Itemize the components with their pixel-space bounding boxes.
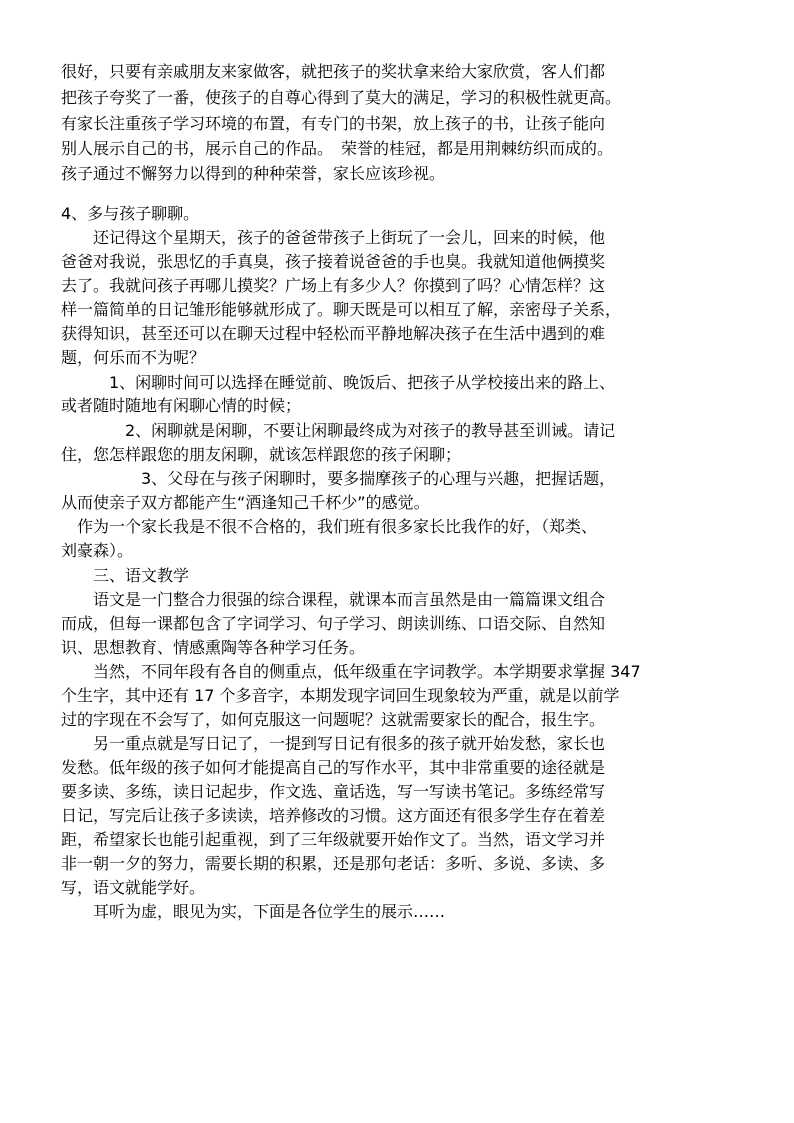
- text-line: 从而使亲子双方都能产生“酒逢知己千杯少”的感觉。: [61, 493, 430, 512]
- text-line: 别人展示自己的书，展示自己的作品。 荣誉的桂冠，都是用荆棘纺织而成的。: [61, 139, 614, 158]
- section-heading: 4、多与孩子聊聊。: [61, 204, 200, 223]
- text-line: 爸爸对我说，张思忆的手真臭，孩子接着说爸爸的手也臭。我就知道他俩摸奖: [61, 252, 606, 271]
- text-line: 作为一个家长我是不很不合格的，我们班有很多家长比我作的好，（郑类、: [61, 517, 598, 536]
- text-line: 耳听为虚，眼见为实，下面是各位学生的展示……: [61, 902, 446, 921]
- text-line: 个生字，其中还有 17 个多音字，本期发现字词回生现象较为严重，就是以前学: [61, 686, 620, 705]
- text-line: 另一重点就是写日记了，一提到写日记有很多的孩子就开始发愁，家长也: [61, 734, 606, 753]
- text-line: 写，语文就能学好。: [61, 878, 206, 897]
- text-line: 当然，不同年段有各自的侧重点，低年级重在字词教学。本学期要求掌握 347: [61, 662, 641, 681]
- text-line: 有家长注重孩子学习环境的布置，有专门的书架，放上孩子的书，让孩子能向: [61, 114, 606, 133]
- text-line: 把孩子夸奖了一番，使孩子的自尊心得到了莫大的满足，学习的积极性就更高。: [61, 88, 622, 107]
- text-line: 去了。我就问孩子再哪儿摸奖？广场上有多少人？你摸到了吗？心情怎样？这: [61, 276, 606, 295]
- text-line: 距，希望家长也能引起重视，到了三年级就要开始作文了。当然，语文学习并: [61, 830, 606, 849]
- text-line: 刘豪森）。: [61, 541, 134, 560]
- text-line: 要多读、多练，读日记起步，作文选、童话选，写一写读书笔记。多练经常写: [61, 782, 606, 801]
- text-line: 过的字现在不会写了，如何克服这一问题呢？这就需要家长的配合，报生字。: [61, 710, 606, 729]
- text-line: 样一篇简单的日记雏形能够就形成了。聊天既是可以相互了解，亲密母子关系，: [61, 300, 622, 319]
- text-line: 孩子通过不懈努力以得到的种种荣誉，家长应该珍视。: [61, 164, 446, 183]
- text-line: 还记得这个星期天，孩子的爸爸带孩子上街玩了一会儿，回来的时候，他: [61, 228, 606, 247]
- text-line: 非一朝一夕的努力，需要长期的积累，还是那句老话：多听、多说、多读、多: [61, 854, 606, 873]
- text-line: 识、思想教育、情感熏陶等各种学习任务。: [61, 638, 366, 657]
- list-item: 1、闲聊时间可以选择在睡觉前、晚饭后、把孩子从学校接出来的路上、: [61, 373, 616, 392]
- text-line: 语文是一门整合力很强的综合课程，就课本而言虽然是由一篇篇课文组合: [61, 590, 606, 609]
- list-item: 2、闲聊就是闲聊，不要让闲聊最终成为对孩子的教导甚至训诫。请记: [61, 421, 616, 440]
- section-heading: 三、语文教学: [61, 566, 190, 585]
- text-line: 住，您怎样跟您的朋友闲聊，就该怎样跟您的孩子闲聊；: [61, 445, 462, 464]
- text-line: 题，何乐而不为呢？: [61, 348, 206, 367]
- text-line: 或者随时随地有闲聊心情的时候；: [61, 396, 302, 415]
- text-line: 获得知识，甚至还可以在聊天过程中轻松而平静地解决孩子在生活中遇到的难: [61, 324, 606, 343]
- text-line: 发愁。低年级的孩子如何才能提高自己的写作水平，其中非常重要的途径就是: [61, 758, 606, 777]
- text-line: 很好，只要有亲戚朋友来家做客，就把孩子的奖状拿来给大家欣赏，客人们都: [61, 62, 606, 81]
- text-line: 日记，写完后让孩子多读读，培养修改的习惯。这方面还有很多学生存在着差: [61, 806, 606, 825]
- text-line: 而成，但每一课都包含了字词学习、句子学习、朗读训练、口语交际、自然知: [61, 614, 606, 633]
- list-item: 3、父母在与孩子闲聊时，要多揣摩孩子的心理与兴趣，把握话题，: [61, 469, 616, 488]
